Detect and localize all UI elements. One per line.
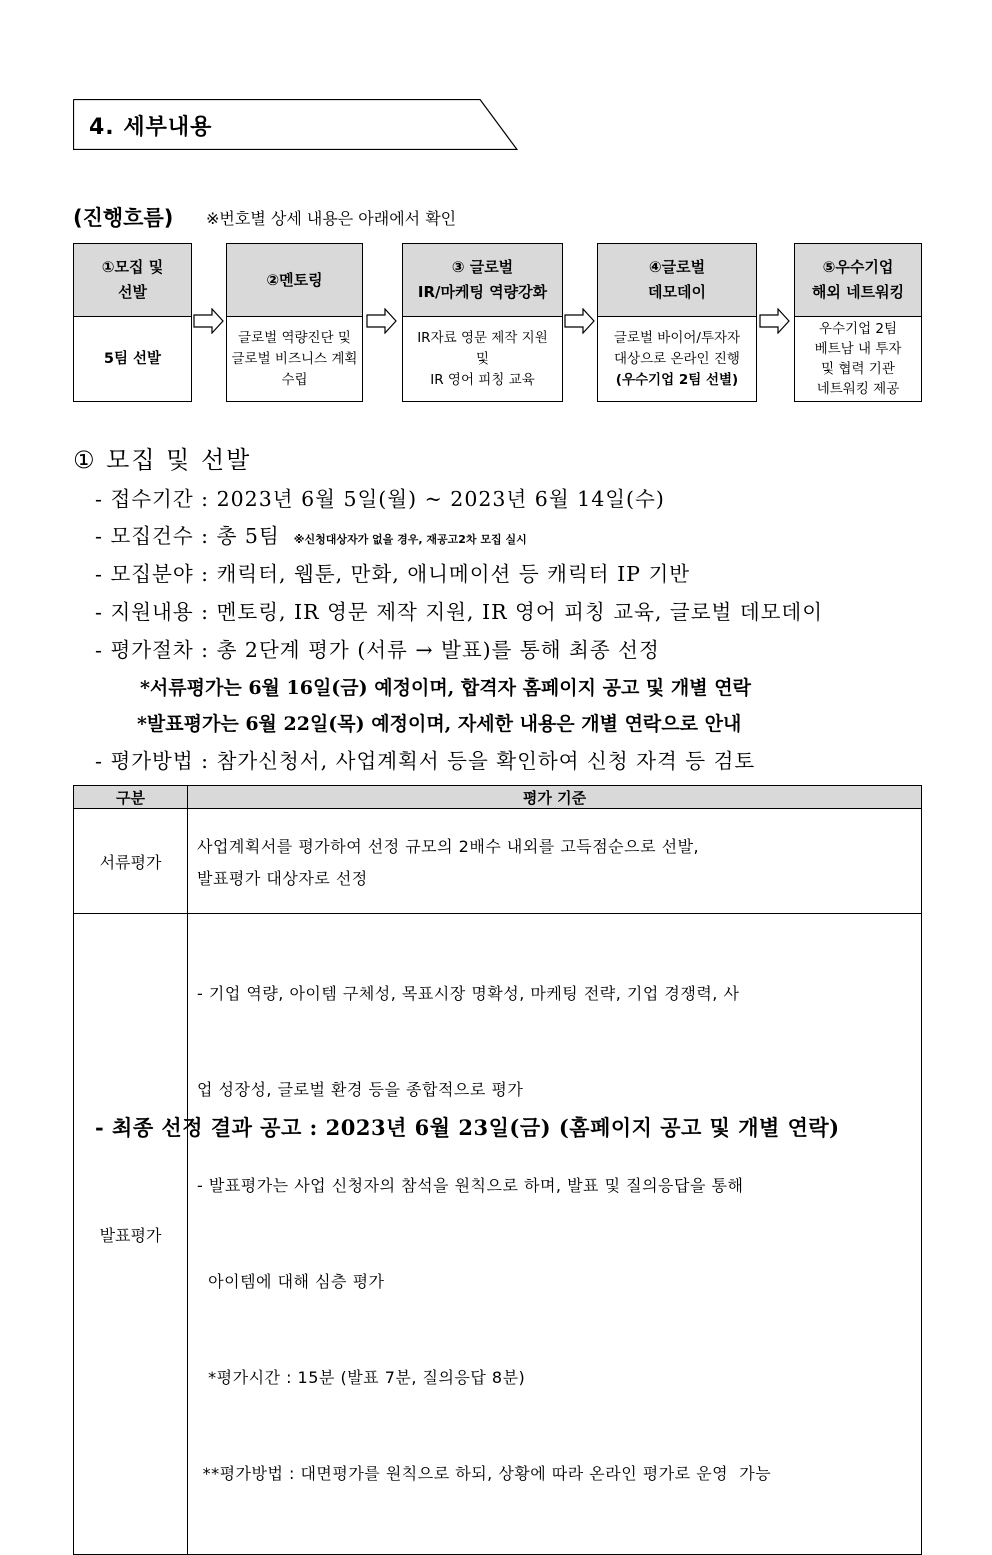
criteria-line: 사업계획서를 평가하여 선정 규모의 2배수 내외를 고득점순으로 선발, [197, 837, 700, 856]
section-heading-box [73, 99, 518, 150]
flow-step-3 [402, 243, 563, 402]
table-row-criteria [188, 914, 922, 1555]
flow-step-body-text [614, 328, 740, 391]
arrow-right-icon [564, 308, 596, 334]
recruit-count-text: - 모집건수 : 총 5팀 [95, 524, 280, 548]
recruit-field: - 모집분야 : 캐릭터, 웹툰, 만화, 애니메이션 등 캐릭터 IP 기반 [95, 562, 691, 586]
recruit-period: - 접수기간 : 2023년 6월 5일(월) ~ 2023년 6월 14일(수) [95, 487, 665, 511]
flow-step-body: 글로벌 역량진단 및 글로벌 비즈니스 계획 수립 [231, 329, 358, 388]
recruit-procedure: - 평가절차 : 총 2단계 평가 (서류 → 발표)를 통해 최종 선정 [95, 638, 660, 662]
arrow-right-icon [193, 308, 225, 334]
table-row-category: 발표평가 [74, 914, 188, 1555]
recruit-method: - 평가방법 : 참가신청서, 사업계획서 등을 확인하여 신청 자격 등 검토 [95, 749, 756, 773]
flow-step-head: ②멘토링 [227, 244, 362, 317]
arrow-right-icon [366, 308, 398, 334]
flow-step-head: ①모집 및 선발 [74, 244, 191, 317]
flow-step-body [598, 317, 756, 401]
table-header-row [74, 786, 922, 809]
table-row [74, 914, 922, 1555]
flow-step-body: 5팀 선발 [103, 350, 162, 367]
criteria-line: **평가방법 : 대면평가를 원칙으로 하되, 상황에 따라 온라인 평가로 운영 가능 [197, 1464, 772, 1483]
doc-eval-note: *서류평가는 6월 16일(금) 예정이며, 합격자 홈페이지 공고 및 개별 연락 [140, 677, 751, 699]
flow-step-body-line: 대상으로 온라인 진행 [614, 350, 740, 367]
table-header-category: 구분 [74, 786, 188, 809]
recruit-count [95, 519, 527, 549]
recruit-title: ① 모집 및 선발 [73, 446, 252, 474]
evaluation-table [73, 785, 922, 1555]
section-heading: 4. 세부내용 [89, 115, 213, 140]
criteria-line: *평가시간 : 15분 (발표 7분, 질의응답 8분) [197, 1368, 526, 1387]
flow-title: (진행흐름) [73, 206, 174, 230]
flow-step-body: IR자료 영문 제작 지원 및 IR 영어 피칭 교육 [417, 329, 548, 388]
flow-step-head: ④글로벌 데모데이 [598, 244, 756, 317]
criteria-line: 업 성장성, 글로벌 환경 등을 종합적으로 평가 [197, 1080, 524, 1099]
flow-step-body-line: 글로벌 바이어/투자자 [613, 329, 741, 346]
flow-step-2 [226, 243, 363, 402]
criteria-line: - 기업 역량, 아이템 구체성, 목표시장 명확성, 마케팅 전략, 기업 경쟁력, 사 [197, 984, 740, 1003]
arrow-right-icon [759, 308, 791, 334]
flow-note: ※번호별 상세 내용은 아래에서 확인 [206, 209, 457, 228]
criteria-line: - 발표평가는 사업 신청자의 참석을 원칙으로 하며, 발표 및 질의응답을 통해 [197, 1176, 744, 1195]
final-notice: - 최종 선정 결과 공고 : 2023년 6월 23일(금) (홈페이지 공고 및 개별 연락) [95, 1115, 840, 1140]
table-row [74, 809, 922, 914]
criteria-line: 아이템에 대해 심층 평가 [197, 1272, 385, 1291]
flow-step-1 [73, 243, 192, 402]
flow-step-5 [794, 243, 922, 402]
flow-step-4 [597, 243, 757, 402]
criteria-line: 발표평가 대상자로 선정 [197, 869, 368, 888]
flow-step-body-line: (우수기업 2팀 선별) [615, 371, 739, 388]
table-header-criteria: 평가 기준 [188, 786, 922, 809]
table-row-criteria [188, 809, 922, 914]
recruit-support: - 지원내용 : 멘토링, IR 영문 제작 지원, IR 영어 피칭 교육, 글로벌 데모데이 [95, 600, 824, 624]
pres-eval-note: *발표평가는 6월 22일(목) 예정이며, 자세한 내용은 개별 연락으로 안내 [137, 713, 742, 735]
table-row-category: 서류평가 [74, 809, 188, 914]
flow-step-head: ⑤우수기업 해외 네트워킹 [795, 244, 921, 317]
recruit-count-note: ※신청대상자가 없을 경우, 재공고2차 모집 실시 [293, 533, 527, 546]
flow-step-body: 우수기업 2팀 베트남 내 투자 및 협력 기관 네트워킹 제공 [814, 321, 902, 397]
flow-step-head: ③ 글로벌 IR/마케팅 역량강화 [403, 244, 562, 317]
